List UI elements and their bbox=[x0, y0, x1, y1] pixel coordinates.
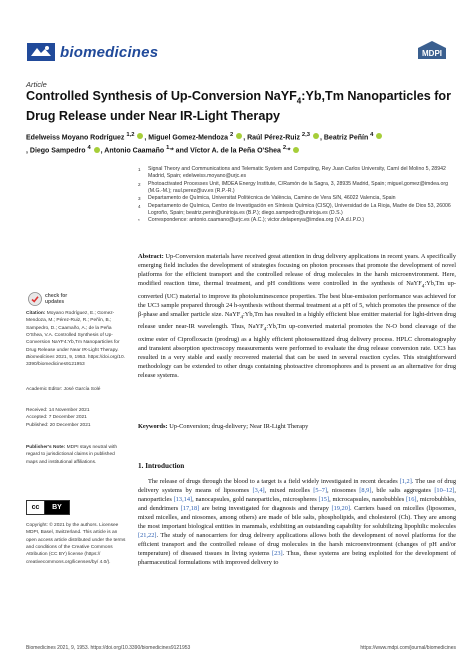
citation-block: Citation: Moyano Rodríguez, E.; Gomez-Mendoza, M.; Pérez-Ruiz, R.; Peñín, B.; Sampedro, D.; Caamaño, A.; de la Peña O'Shea, V.A. Controlled Synthesis of Up-Conversion NaYF4:Yb,Tm Nanoparticles for Drug Release under Near IR-Light Therapy. Biomedicines 2021, 9, 1953. https://doi.org/10.3390/biomedicines9121953 bbox=[26, 311, 125, 368]
reference-link[interactable]: [13,14] bbox=[173, 496, 193, 504]
orcid-icon[interactable] bbox=[293, 147, 299, 153]
journal-name: biomedicines bbox=[60, 43, 159, 61]
copyright-notice: Copyright: © 2021 by the authors. Licensee MDPI, Basel, Switzerland. This article is an open access article distributed under the terms and conditions of the Creative Commons Attribution (CC BY) license (https:// creativecommons.org/licenses/by/ 4.0/). bbox=[26, 523, 126, 565]
correspondence: * Correspondence: antonio.caamano@urjc.es (A.C.); victor.delapenya@imdea.org (V.A.d.l.P.O.) bbox=[138, 217, 365, 224]
author-list: Edelweiss Moyano Rodríguez $^{1,2}$ , Miguel Gomez-Mendoza $^2$ , Raúl Pérez-Ruiz $^{2,3}$ , Beatriz Peñín $^4$ , Diego Sampedro $^4$ , Antonio Caamaño $^{1,}$* and Víctor A. de la Peña O'Shea $^{2,}$* bbox=[26, 130, 456, 157]
introduction-body: The release of drugs through the blood to a target is a field widely investigated in recent decades [1,2]. The use of drug delivery systems by means of liposomes [3,4], mixed micelles [5–7], niosomes [8,9], bile salts aggregates [10–12], nanoparticles [13,14], nanocapsules, gold nanoparticles, microspheres [15], microcapsules, nanobubbles [16], microbubbles, and dendrimers [17,18] are being investigated for diagnosis and therapy [19,20]. Carriers based on micelles (liposomes, mixed micelles, and niosomes, among others) are made of bile salts, phospholipids, and cholesterol (Ch). They are among the most important biological entities in mammals, exhibiting an outstanding capability for solubilizing lipophilic molecules [21,22]. The study of nanocarriers for drug delivery applications allows both the development of novel platforms for the efficient transport and the controlled release of drug molecules in the harsh microenvironment (changes of pH and/or temperature) of diseased tissues in living systems [23]. Thus, these systems are being exploited for the development of pharmaceutical formulations with improved delivery to bbox=[138, 478, 457, 567]
citation-doi-link[interactable]: https://doi.org/10.3390/biomedicines9121953 bbox=[26, 355, 125, 368]
reference-link[interactable]: [19,20] bbox=[331, 505, 350, 513]
publication-dates: Received: 14 November 2021 Accepted: 7 December 2021 Published: 20 December 2021 bbox=[26, 408, 91, 428]
affiliation-item: 1 Signal Theory and Communications and Telematic System and Computing, Rey Juan Carlos University, Camí del Molino 5, 28942 Madrid, Spain; edelweiss.moyano@urjc.es bbox=[138, 166, 446, 180]
abstract: Abstract: Up-Conversion materials have received great attention in drug delivery applications in recent years. A specifically emerging field includes the development of strategies focusing on photon processes that promote the development of novel platforms for the efficient transport and the controlled release of drug molecules in the harsh microenvironment. Here, modified reaction time, thermal treatment, and pH conditions were controlled in the synthesis of NaYF$_4$:Yb,Tm up-converted (UC) material to improve its photoluminescence properties. The best blue-emission performance was achieved for the UC3 sample prepared through 24 h-synthesis without thermal treatment at a pH of 5, which promotes the presence of the β-phase and smaller particle size. NaYF$_4$:Yb,Tm has resulted in a highly efficient blue emitter material for light-driven drug release under near-IR wavelength. Thus, NaYF$_4$:Yb,Tm up-converted material promotes the N-O bond cleavage of the oxime ester of Ciprofloxacin (prodrug) as a highly efficient photosensitized drug delivery process. HPLC chromatography and transient absorption spectroscopy measurements were performed to evaluate the drug release conversion rate. UC3 has resulted in a very stable and easily recovered material that can be used in several reaction cycles. This straightforward methodology can be extended to other drugs containing photoactive chromophores and is present as an alternative for drug release systems. bbox=[138, 253, 456, 379]
mdpi-logo-icon bbox=[418, 41, 446, 59]
reference-link[interactable]: [17,18] bbox=[180, 505, 200, 513]
reference-link[interactable]: [15] bbox=[318, 496, 330, 504]
orcid-icon[interactable] bbox=[376, 133, 382, 139]
reference-link[interactable]: [21,22] bbox=[138, 532, 157, 540]
publisher-note: Publisher's Note: MDPI stays neutral with regard to jurisdictional claims in published maps and institutional affiliations. bbox=[26, 445, 117, 465]
page-footer bbox=[26, 645, 456, 651]
academic-editor: Academic Editor: José García Solé bbox=[26, 387, 101, 392]
footer-citation[interactable]: Biomedicines 2021, 9, 1953. https://doi.org/10.3390/biomedicines9121953 bbox=[26, 645, 191, 651]
section-heading-introduction: 1. Introduction bbox=[138, 462, 185, 470]
footer-journal-link[interactable]: https://www.mdpi.com/journal/biomedicines bbox=[360, 645, 456, 651]
affiliations bbox=[138, 166, 456, 225]
reference-link[interactable]: [23] bbox=[272, 550, 283, 558]
keywords: Keywords: Up-Conversion; drug-delivery; Near IR-Light Therapy bbox=[138, 423, 309, 430]
orcid-icon[interactable] bbox=[137, 133, 143, 139]
orcid-icon[interactable] bbox=[313, 133, 319, 139]
check-for-updates-button[interactable]: check for updates bbox=[28, 292, 67, 306]
biomedicines-logo-icon bbox=[27, 43, 55, 61]
reference-link[interactable]: [16] bbox=[405, 496, 417, 504]
reference-link[interactable]: [8,9] bbox=[359, 487, 372, 495]
journal-header bbox=[27, 42, 158, 62]
affiliation-item: 4 Departamento de Química, Centro de Investigación en Síntesis Química (CISQ), Universidad de La Rioja, Madre de Dios 53, 26006 Logroño, Spain; beatriz.penin@unirioja.es (B.P.); diego.sampedro@unirioja.es (D.S.) bbox=[138, 202, 451, 217]
orcid-icon[interactable] bbox=[236, 133, 242, 139]
publisher-name: MDPI bbox=[422, 49, 442, 58]
orcid-icon[interactable] bbox=[94, 147, 100, 153]
affiliation-item: 2 Photoactivated Processes Unit, IMDEA Energy Institute, C/Ramón de la Sagra, 3, 28935 Madrid, Spain; miguel.gomez@imdea.org (M.G.-M.); raul.perez@uv.es (R.P.-R.) bbox=[138, 180, 448, 195]
affiliation-item: 3 Departamento de Química, Universitat Politècnica de València, Camino de Vera S/N, 46022 Valencia, Spain bbox=[138, 195, 396, 202]
article-title: Controlled Synthesis of Up-Conversion NaYF$_4$:Yb,Tm Nanoparticles for Drug Release under Near IR-Light Therapy bbox=[26, 89, 451, 123]
reference-link[interactable]: [10–12] bbox=[434, 487, 455, 495]
check-updates-icon bbox=[28, 292, 42, 306]
reference-link[interactable]: [5–7] bbox=[313, 487, 328, 495]
cc-by-license-icon[interactable]: cc BY bbox=[26, 500, 70, 515]
reference-link[interactable]: [3,4] bbox=[252, 487, 265, 495]
reference-link[interactable]: [1,2] bbox=[399, 478, 412, 485]
article-type: Article bbox=[26, 80, 47, 89]
